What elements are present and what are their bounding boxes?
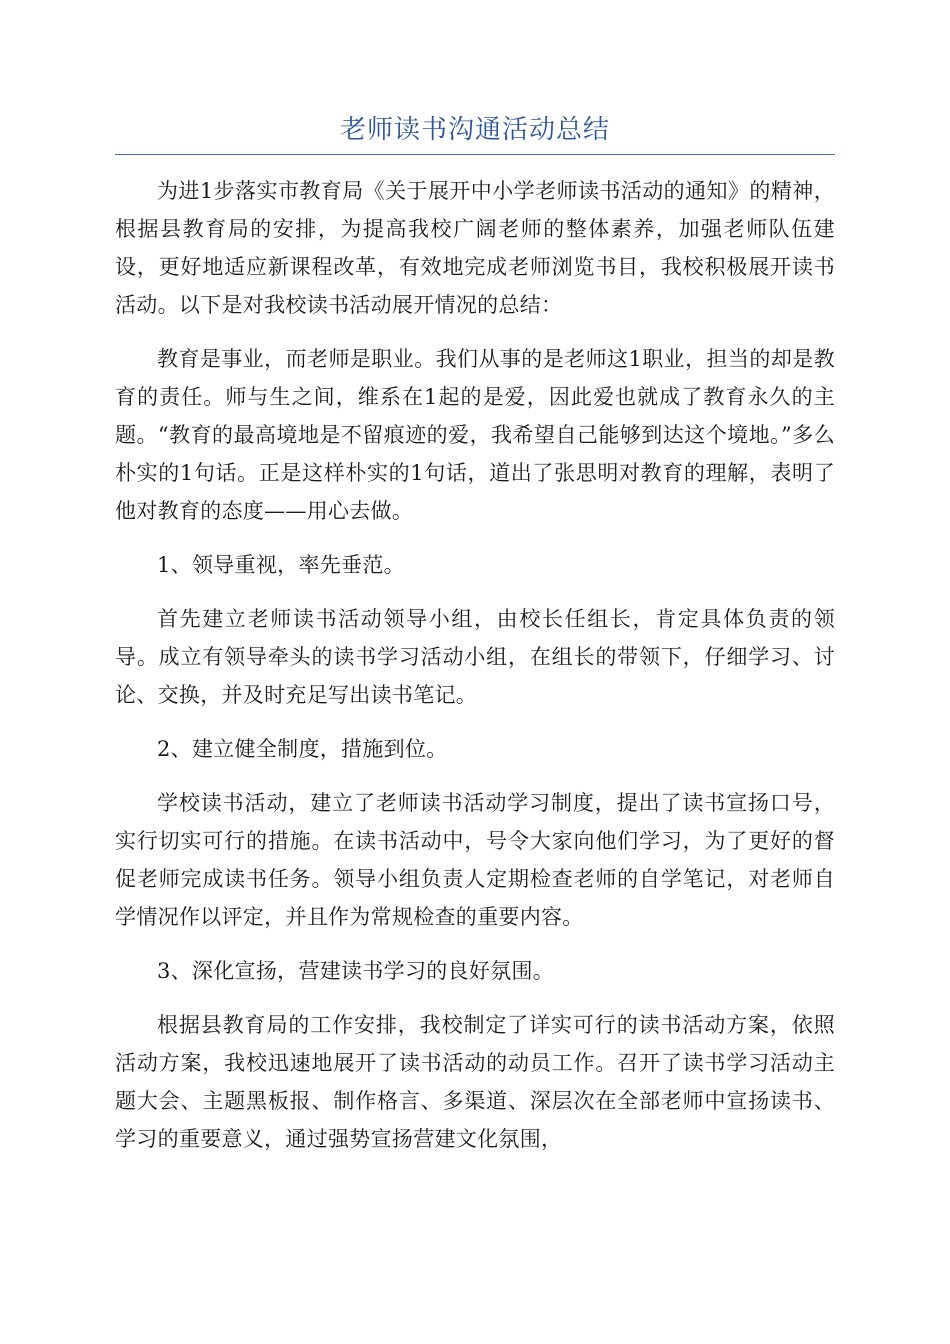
- section-heading-2: 2、建立健全制度，措施到位。: [157, 737, 448, 761]
- document-title: 老师读书沟通活动总结: [339, 115, 610, 145]
- section-heading-1: 1、领导重视，率先垂范。: [157, 553, 405, 577]
- document-body: [115, 172, 835, 1174]
- paragraph-section-3: 根据县教育局的工作安排，我校制定了详实可行的读书活动方案，依照活动方案，我校迅速地展开了读书活动的动员工作。召开了读书学习活动主题大会、主题黑板报、制作格言、多渠道、深层次在全部老师中宣扬读书、学习的重要意义，通过强势宣扬营建文化氛围，: [115, 1013, 835, 1151]
- paragraph-intro: 为进1步落实市教育局《关于展开中小学老师读书活动的通知》的精神，根据县教育局的安排，为提高我校广阔老师的整体素养，加强老师队伍建设，更好地适应新课程改革，有效地完成老师浏览书目，我校积极展开读书活动。以下是对我校读书活动展开情况的总结：: [115, 179, 835, 317]
- section-heading-3: 3、深化宣扬，营建读书学习的良好氛围。: [157, 959, 555, 983]
- paragraph-section-1: 首先建立老师读书活动领导小组，由校长任组长，肯定具体负责的领导。成立有领导牵头的读书学习活动小组，在组长的带领下，仔细学习、讨论、交换，并及时充足写出读书笔记。: [115, 607, 835, 707]
- title-underline: [115, 154, 835, 155]
- paragraph-education: 教育是事业，而老师是职业。我们从事的是老师这1职业，担当的却是教育的责任。师与生之间，维系在1起的是爱，因此爱也就成了教育永久的主题。“教育的最高境地是不留痕迹的爱，我希望自己能够到达这个境地。”多么朴实的1句话。正是这样朴实的1句话，道出了张思明对教育的理解，表明了他对教育的态度——用心去做。: [115, 347, 835, 523]
- paragraph-section-2: 学校读书活动，建立了老师读书活动学习制度，提出了读书宣扬口号，实行切实可行的措施。在读书活动中，号令大家向他们学习，为了更好的督促老师完成读书任务。领导小组负责人定期检查老师的自学笔记，对老师自学情况作以评定，并且作为常规检查的重要内容。: [115, 791, 835, 929]
